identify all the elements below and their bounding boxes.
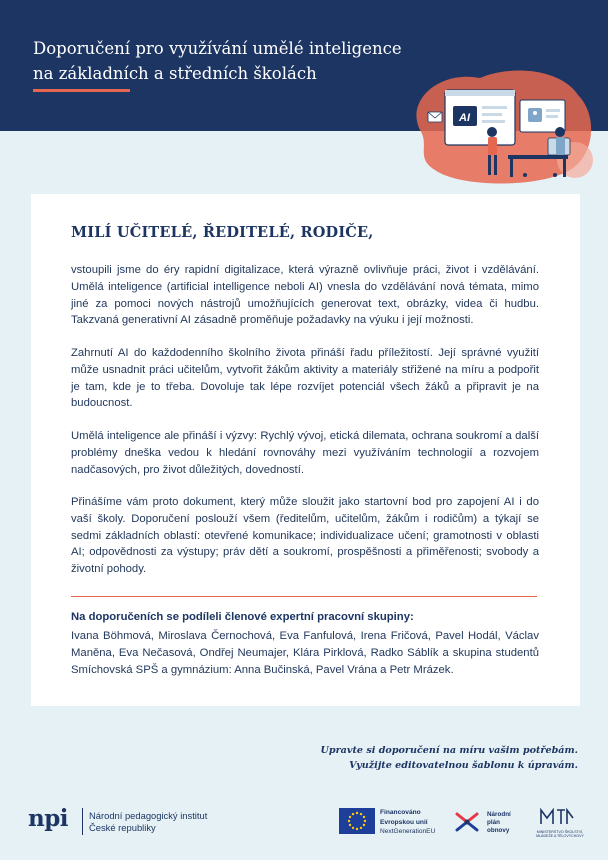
title-accent-line bbox=[33, 89, 130, 92]
page-title bbox=[33, 36, 423, 86]
eu-line-2: Evropskou unií bbox=[380, 818, 428, 826]
msmt-name: MINISTERSTVO ŠKOLSTVÍ, MLÁDEŽE A TĚLOVÝCHOVY bbox=[536, 830, 584, 839]
paragraph-3: Umělá inteligence ale přináší i výzvy: Rychlý vývoj, etická dilemata, ochrana soukromí a další problémy dneška vedou k hledání rovnováhy mezi využíváním technologií a rozvojem nadčasových, pro život důležitých, dovedností. bbox=[71, 430, 539, 476]
eu-line-3: NextGenerationEU bbox=[380, 828, 436, 835]
npo-line-3: obnovy bbox=[487, 826, 510, 834]
eu-line-1: Financováno bbox=[380, 809, 421, 816]
title-line-2: na základních a středních školách bbox=[33, 64, 317, 83]
template-note-line-2: Využijte editovatelnou šablonu k úpravám. bbox=[349, 760, 578, 771]
npi-logo-separator bbox=[82, 808, 83, 835]
msmt-logo-icon bbox=[537, 804, 577, 828]
greeting-heading: MILÍ UČITELÉ, ŘEDITELÉ, RODIČE, bbox=[71, 224, 374, 241]
ai-screen-label: AI bbox=[459, 112, 470, 124]
npi-name-line-2: České republiky bbox=[89, 822, 156, 833]
ai-illustration bbox=[400, 60, 600, 188]
npi-logo: npi bbox=[28, 805, 69, 832]
npo-logo-icon bbox=[451, 808, 483, 836]
contributors-title: Na doporučeních se podíleli členové expertní pracovní skupiny: bbox=[71, 611, 414, 623]
npo-line-2: plán bbox=[487, 818, 500, 826]
npo-text bbox=[487, 811, 511, 834]
template-note bbox=[321, 743, 578, 773]
paragraph-2: Zahrnutí AI do každodenního školního života přináší řadu příležitostí. Její správné využití může usnadnit práci učitelům, vytvořit žákům aktivity a materiály střižené na míru a podpořit je tam, kde je to třeba. Dovoluje tak lépe rozvíjet potenciál všech žáků a připravit je na budoucnost. bbox=[71, 347, 539, 410]
title-line-1: Doporučení pro využívání umělé inteligence bbox=[33, 39, 402, 58]
npi-name-line-1: Národní pedagogický institut bbox=[89, 810, 208, 821]
eu-flag-icon bbox=[339, 808, 375, 834]
eu-funding-text bbox=[380, 808, 435, 837]
contributors-names: Ivana Böhmová, Miroslava Černochová, Eva Fanfulová, Irena Fričová, Pavel Hodál, Václav Maněna, Eva Nečasová, Ondřej Neumajer, Klára Pirklová, Radko Sáblík a skupina studentů Smíchovská SPŠ a gymnázium: Anna Bučinská, Pavel Vrána a Petr Mrázek. bbox=[71, 630, 539, 676]
paragraph-4: Přinášíme vám proto dokument, který může sloužit jako startovní bod pro zapojení AI i do vaší školy. Doporučení poslouží všem (ředitelům, učitelům, žákům i rodičům) a týkají se sedmi základních oblastí: otevřené komunikace; individualizace učení; gramotnosti v oblasti AI; odpovědnosti za výstupy; práv dětí a soukromí, prospěšnosti a přiměřenosti; svobody a životní pohody. bbox=[71, 496, 539, 576]
template-note-line-1: Upravte si doporučení na míru vašim potřebám. bbox=[320, 745, 578, 756]
npo-line-1: Národní bbox=[487, 811, 511, 818]
paragraph-1: vstoupili jsme do éry rapidní digitalizace, která výrazně ovlivňuje práci, život i vzdělávání. Umělá inteligence (artificial intelligence neboli AI) vnesla do vzdělávání nová témata, mimo jiné za pomoci nových nástrojů umožňujících generovat text, obrázky, videa či hudbu. Takzvaná generativní AI zásadně proměňuje požadavky na výuku i její možnosti. bbox=[71, 264, 539, 327]
npi-name bbox=[89, 810, 207, 834]
section-divider bbox=[71, 596, 537, 597]
